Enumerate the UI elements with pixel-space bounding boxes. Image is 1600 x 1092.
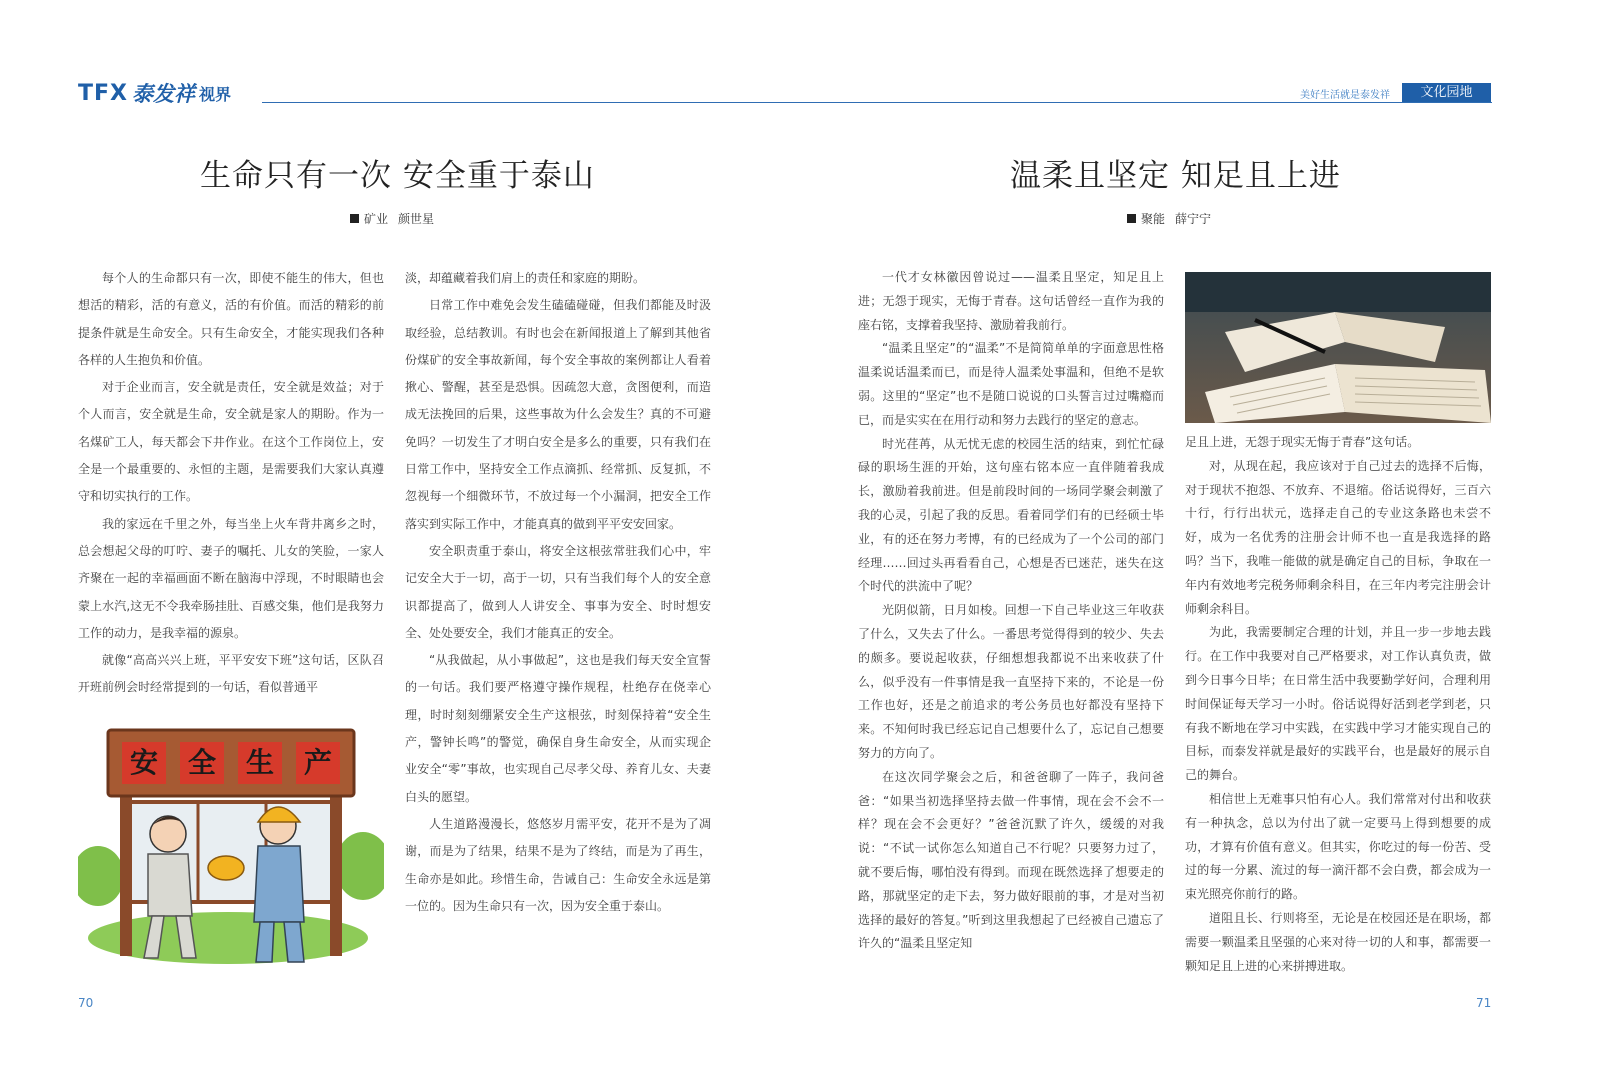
- sign-char: 生: [245, 746, 274, 779]
- paragraph: “从我做起，从小事做起”，这也是我们每天安全宣誓的一句话。我们要严格遵守操作规程，杜绝存在侥幸心理，时时刻刻绷紧安全生产这根弦，时刻保持着“安全生产，警钟长鸣”的警觉，确保自身生命安全，从而实现企业安全“零”事故，也实现自己尽孝父母、养育儿女、夫妻白头的愿望。: [405, 653, 711, 804]
- left-column-1: [78, 265, 384, 702]
- paragraph: 相信世上无难事只怕有心人。我们常常对付出和收获有一种执念，总以为付出了就一定要马上得到想要的成功，才算有价值有意义。但其实，你吃过的每一份苦、受过的每一分累、流过的每一滴汗都不会白费，都会成为一束光照亮你前行的路。: [1185, 791, 1491, 902]
- paragraph: 为此，我需要制定合理的计划，并且一步一步地去践行。在工作中我要对自己严格要求，对工作认真负责，做到今日事今日毕；在日常生活中我要勤学好问，合理利用时间保证每天学习一小时。俗话说得好活到老学到老，只有我不断地在学习中实践，在实践中学习才能实现自己的目标，而泰发祥就是最好的实践平台，也是最好的展示自己的舞台。: [1185, 625, 1491, 783]
- right-article-title: 温柔且坚定 知足且上进: [1010, 158, 1341, 194]
- paragraph-continued: 足且上进，无怨于现实无悔于青春”这句话。: [1185, 435, 1420, 449]
- paragraph: 每个人的生命都只有一次，即使不能生的伟大，但也想活的精彩，活的有意义，活的有价值。而活的精彩的前提条件就是生命安全。只有生命安全，才能实现我们各种各样的人生抱负和价值。: [78, 271, 384, 367]
- paragraph: 就像“高高兴兴上班，平平安安下班”这句话，区队召开班前例会时经常提到的一句话，看似普通平: [78, 653, 384, 695]
- logo-latin: TFX: [78, 80, 128, 106]
- paragraph: “温柔且坚定”的“温柔”不是简简单单的字面意思性格温柔说话温柔而已，而是待人温柔处事温和，但绝不是软弱。这里的“坚定”也不是随口说说的口头誓言过过嘴瘾而已，而是实实在在用行动和努力去践行的坚定的意志。: [858, 341, 1164, 427]
- header-slogan: 美好生活就是泰发祥: [1300, 90, 1390, 101]
- left-article-byline: [350, 210, 434, 227]
- right-column-1: [858, 266, 1164, 956]
- paragraph: 对于企业而言，安全就是责任，安全就是效益；对于个人而言，安全就是生命，安全就是家人的期盼。作为一名煤矿工人，每天都会下井作业。在这个工作岗位上，安全是一个最重要的、永恒的主题，是需要我们大家认真遵守和切实执行的工作。: [78, 380, 384, 504]
- sign-char: 产: [303, 746, 332, 779]
- sign-char: 安: [129, 746, 158, 779]
- safety-illustration: [78, 726, 384, 974]
- logo-suffix: 视界: [199, 84, 232, 104]
- paragraph: 对，从现在起，我应该对于自己过去的选择不后悔，对于现状不抱怨、不放弃、不退缩。俗话说得好，三百六十行，行行出状元，选择走自己的专业这条路也未尝不好，成为一名优秀的注册会计师不也一直是我选择的路吗？当下，我唯一能做的就是确定自己的目标，争取在一年内有效地考完税务师剩余科目，在三年内考完注册会计师剩余科目。: [1185, 458, 1491, 616]
- sign-char: 全: [187, 746, 216, 779]
- paragraph: 日常工作中难免会发生磕磕碰碰，但我们都能及时汲取经验，总结教训。有时也会在新闻报道上了解到其他省份煤矿的安全事故新闻，每个安全事故的案例都让人看着揪心、警醒，甚至是恐惧。因疏忽大意，贪图便利，而造成无法挽回的后果，这些事故为什么会发生？真的不可避免吗？一切发生了才明白安全是多么的重要，只有我们在日常工作中，坚持安全工作点滴抓、经常抓、反复抓，不忽视每一个细微环节，不放过每一个小漏洞，把安全工作落实到实际工作中，才能真真的做到平平安安回家。: [405, 298, 711, 531]
- books-drawing: [1185, 272, 1491, 423]
- paragraph: 安全职责重于泰山，将安全这根弦常驻我们心中，牢记安全大于一切，高于一切，只有当我们每个人的安全意识都提高了，做到人人讲安全、事事为安全、时时想安全、处处要安全，我们才能真正的安全。: [405, 543, 711, 640]
- paragraph: 一代才女林徽因曾说过——温柔且坚定，知足且上进；无怨于现实，无悔于青春。这句话曾经一直作为我的座右铭，支撑着我坚持、激励着我前行。: [858, 270, 1164, 332]
- right-article-byline: [1127, 210, 1211, 227]
- byline-square-icon: [350, 214, 359, 223]
- header-rule: [262, 102, 1492, 103]
- byline-author: 薛宁宁: [1175, 212, 1212, 226]
- paragraph: 道阻且长、行则将至，无论是在校园还是在职场，都需要一颗温柔且坚强的心来对待一切的人和事，都需要一颗知足且上进的心来拼搏进取。: [1185, 910, 1491, 973]
- paragraph: 光阴似箭，日月如梭。回想一下自己毕业这三年收获了什么，又失去了什么。一番思考觉得得到的较少、失去的颇多。要说起收获，仔细想想我都说不出来收获了什么，似乎没有一件事情是我一直坚持下来的，不论是一份工作也好，还是之前追求的考公务员也好都没有坚持下来。不知何时我已经忘记自己想要什么了，忘记自己想要努力的方向了。: [858, 603, 1164, 760]
- page-number-right: 71: [1476, 996, 1492, 1010]
- paragraph: 我的家远在千里之外，每当坐上火车背井离乡之时，总会想起父母的叮咛、妻子的嘱托、儿女的笑脸，一家人齐聚在一起的幸福画面不断在脑海中浮现，不时眼睛也会蒙上水汽,这无不令我牵肠挂肚、百感交集，他们是我努力工作的动力，是我幸福的源泉。: [78, 516, 384, 640]
- open-books-photo: [1185, 272, 1491, 423]
- left-column-2: [405, 265, 711, 920]
- byline-unit: 聚能: [1141, 212, 1166, 226]
- right-column-2: [1185, 431, 1491, 978]
- page-number-left: 70: [78, 996, 94, 1010]
- paragraph-continued: 淡，却蕴藏着我们肩上的责任和家庭的期盼。: [405, 271, 646, 285]
- section-tag: 文化园地: [1402, 83, 1491, 102]
- logo-brand: 泰发祥: [132, 82, 195, 106]
- byline-square-icon: [1127, 214, 1136, 223]
- magazine-logo: [78, 80, 231, 106]
- left-article-title: 生命只有一次 安全重于泰山: [200, 158, 595, 194]
- byline-author: 颜世星: [398, 212, 435, 226]
- paragraph: 人生道路漫漫长，悠悠岁月需平安，花开不是为了凋谢，而是为了结果，结果不是为了终结，而是为了再生，生命亦是如此。珍惜生命，告诫自己：生命安全永远是第一位的。因为生命只有一次，因为安全重于泰山。: [405, 816, 711, 913]
- byline-unit: 矿业: [364, 212, 389, 226]
- paragraph: 时光荏苒，从无忧无虑的校园生活的结束，到忙忙碌碌的职场生涯的开始，这句座右铭本应一直伴随着我成长，激励着我前进。但是前段时间的一场同学聚会刺激了我的心灵，引起了我的反思。看着同学们有的已经硕士毕业，有的还在努力考博，有的已经成为了一个公司的部门经理……回过头再看看自己，心想是否已迷茫，迷失在这个时代的洪流中了呢？: [858, 436, 1164, 594]
- paragraph: 在这次同学聚会之后，和爸爸聊了一阵子，我问爸爸：“如果当初选择坚持去做一件事情，现在会不会不一样？现在会不会更好？”爸爸沉默了许久，缓缓的对我说：“不试一试你怎么知道自己不行呢？只要努力过了，就不要后悔，哪怕没有得到。而现在既然选择了想要走的路，那就坚定的走下去，努力做好眼前的事，才是对当初选择的最好的答复。”听到这里我想起了已经被自己遗忘了许久的“温柔且坚定知: [858, 769, 1164, 951]
